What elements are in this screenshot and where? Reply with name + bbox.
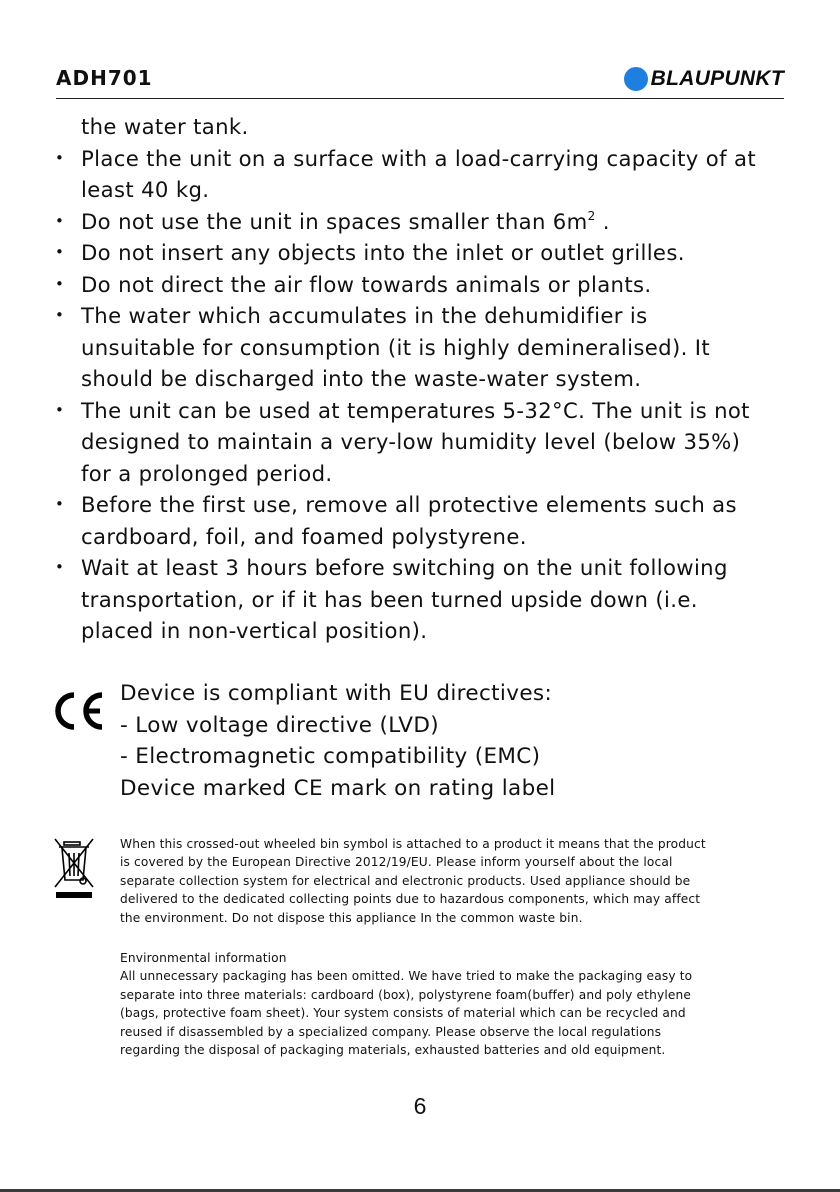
bullet-icon: • [55, 400, 65, 419]
ce-mark-icon [52, 690, 108, 732]
env-line: regarding the disposal of packaging materials, exhausted batteries and old equipment. [120, 1043, 666, 1058]
instruction-line [54, 521, 794, 553]
bullet-icon: • [55, 306, 65, 324]
environmental-information [120, 949, 792, 1059]
instruction-text: The unit can be used at temperatures 5-32°C. The unit is not [81, 397, 750, 423]
instruction-line [54, 237, 794, 269]
instruction-text: Place the unit on a surface with a load-carrying capacity of at [81, 145, 756, 171]
weee-line: delivered to the dedicated collecting points due to hazardous components, which may affect [120, 892, 701, 907]
model-number: ADH701 [56, 66, 153, 90]
ce-line: - Low voltage directive (LVD) [120, 712, 439, 738]
instruction-line [54, 143, 794, 175]
ce-compliance-text [120, 678, 555, 804]
instruction-text: designed to maintain a very-low humidity level (below 35%) [81, 429, 741, 454]
instruction-line [54, 489, 794, 521]
instruction-line [54, 206, 794, 238]
brand-name: BLAUPUNKT [650, 67, 784, 90]
env-line: (bags, protective foam sheet). Your system consists of material which can be recycled and [120, 1006, 686, 1021]
crossed-out-bin-icon [52, 836, 96, 900]
brand-dot-icon [624, 67, 648, 91]
instruction-line [54, 458, 794, 490]
weee-line: When this crossed-out wheeled bin symbol is attached to a product it means that the product [120, 837, 706, 851]
instruction-line [54, 395, 794, 427]
bullet-icon: • [55, 495, 65, 513]
weee-notice [120, 835, 792, 927]
ce-line: Device marked CE mark on rating label [120, 775, 556, 801]
instruction-line [54, 269, 794, 301]
instruction-text: transportation, or if it has been turned upside down (i.e. [81, 586, 698, 612]
weee-line: is covered by the European Directive 2012/19/EU. Please inform yourself about the local [120, 855, 673, 870]
instruction-line [54, 552, 794, 584]
weee-line: the environment. Do not dispose this appliance In the common waste bin. [120, 910, 583, 925]
page-number: 6 [413, 1093, 427, 1119]
bullet-icon: • [55, 211, 65, 230]
instruction-text: Do not direct the air flow towards animals or plants. [81, 271, 652, 297]
superscript: 2 [587, 208, 596, 223]
instruction-text: for a prolonged period. [81, 460, 333, 486]
instruction-line [54, 615, 794, 647]
brand-logo [624, 67, 784, 91]
instruction-line [54, 111, 794, 143]
env-line: All unnecessary packaging has been omitted. We have tried to make the packaging easy to [120, 969, 693, 984]
instruction-text: Wait at least 3 hours before switching on the unit following [81, 555, 728, 580]
instruction-line [54, 584, 794, 616]
bullet-icon: • [55, 558, 65, 576]
env-line: reused if disassembled by a specialized company. Please observe the local regulations [120, 1024, 662, 1039]
instruction-line [54, 332, 794, 364]
instruction-text: placed in non-vertical position). [81, 618, 428, 643]
instruction-line [54, 363, 794, 395]
ce-line: Device is compliant with EU directives: [120, 681, 553, 706]
env-heading: Environmental information [120, 951, 287, 965]
instruction-text: Do not use the unit in spaces smaller than 6m [81, 208, 588, 234]
instruction-line [54, 426, 794, 458]
instruction-text: Before the first use, remove all protective elements such as [81, 492, 737, 517]
ce-line: - Electromagnetic compatibility (EMC) [120, 744, 541, 769]
page-header [56, 64, 784, 99]
instruction-line [54, 174, 794, 206]
instruction-text: least 40 kg. [81, 177, 210, 202]
instruction-text-tail: . [595, 208, 610, 234]
instruction-text: cardboard, foil, and foamed polystyrene. [81, 523, 527, 549]
instruction-text: should be discharged into the waste-water system. [81, 366, 642, 391]
instruction-text: The water which accumulates in the dehumidifier is [81, 303, 648, 328]
bullet-icon: • [55, 243, 65, 261]
bullet-icon: • [55, 274, 65, 293]
instruction-text: the water tank. [81, 114, 249, 139]
instruction-text: Do not insert any objects into the inlet or outlet grilles. [81, 240, 685, 265]
instruction-text: unsuitable for consumption (it is highly demineralised). It [81, 334, 711, 360]
bullet-icon: • [55, 148, 65, 167]
safety-instructions-list [54, 111, 794, 647]
instruction-line [54, 300, 794, 332]
weee-line: separate collection system for electrical and electronic products. Used appliance should be [120, 873, 691, 888]
env-line: separate into three materials: cardboard (box), polystyrene foam(buffer) and poly ethylene [120, 987, 692, 1002]
